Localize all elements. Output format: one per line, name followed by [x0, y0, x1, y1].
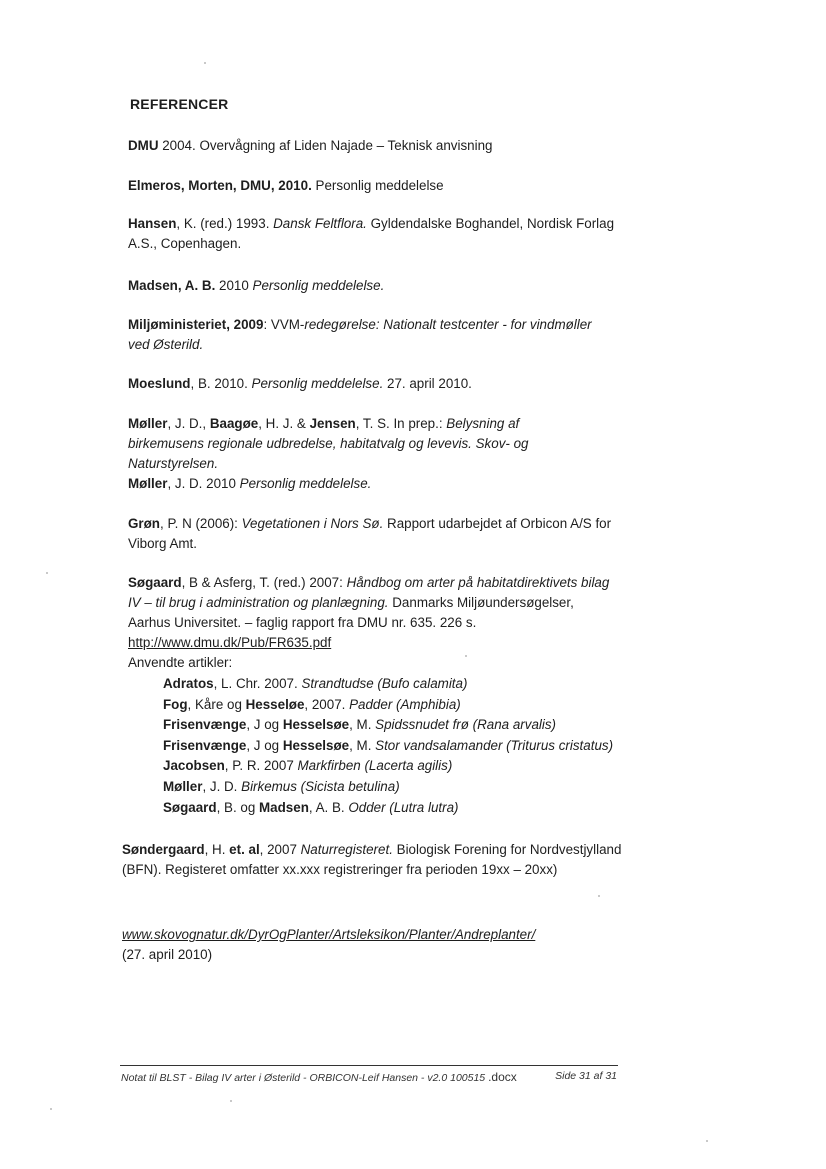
page-footer	[121, 1070, 617, 1084]
ref-text: , J. D.	[202, 778, 242, 794]
list-item	[163, 736, 633, 757]
list-item	[163, 777, 633, 798]
list-item	[163, 674, 633, 695]
ref-text: , P. N (2006):	[160, 516, 242, 531]
ref-text: , K. (red.) 1993.	[176, 216, 274, 231]
scan-speck	[465, 655, 467, 657]
page-title: REFERENCER	[130, 96, 229, 112]
ref-author: Søndergaard	[122, 842, 205, 857]
footer-document-title: Notat til BLST - Bilag IV arter i Østerild - ORBICON-Leif Hansen - v2.0 100515	[121, 1072, 489, 1084]
ref-text: , J og	[246, 737, 283, 753]
ref-author: Hansen	[128, 216, 177, 231]
reference-gron	[128, 514, 618, 554]
scan-speck	[706, 1140, 708, 1142]
reference-elmeros	[128, 176, 628, 196]
ref-title: Odder (Lutra lutra)	[348, 799, 459, 815]
ref-author: Hesselsøe	[282, 717, 350, 733]
ref-text: , B. 2010.	[190, 376, 252, 391]
ref-text: 2004. Overvågning af Liden Najade – Teknisk anvisning	[158, 138, 493, 153]
ref-author: Madsen	[259, 799, 309, 815]
ref-author: et. al	[229, 842, 260, 857]
ref-author: Søgaard	[163, 799, 217, 815]
ref-text: , J. D. 2010	[167, 476, 240, 491]
ref-title: redegørelse: Nationalt testcenter - for vindmøller ved Østerild.	[128, 317, 592, 352]
ref-text: : VVM-	[263, 317, 305, 332]
ref-title: Dansk Feltflora.	[273, 216, 367, 231]
ref-text: , B & Asferg, T. (red.) 2007:	[181, 575, 347, 590]
ref-text: , B. og	[216, 799, 260, 815]
access-date: (27. april 2010)	[122, 947, 213, 962]
ref-title: Belysning af birkemusens regionale udbredelse, habitatvalg og levevis. Skov- og Naturstyrelsen.	[128, 416, 529, 471]
ref-title: Vegetationen i Nors Sø.	[241, 516, 384, 531]
ref-author: Jensen	[309, 416, 356, 431]
ref-text: , H. J. &	[258, 416, 310, 431]
reference-hansen	[128, 214, 618, 254]
ref-text: , M.	[349, 717, 376, 733]
used-articles-list	[163, 674, 633, 818]
ref-author: Moeslund	[128, 376, 191, 391]
ref-text: 27. april 2010.	[383, 376, 472, 391]
ref-text: Danmarks Miljøundersøgelser, Aarhus Universitet. – faglig rapport fra DMU nr. 635. 226 s.	[128, 595, 574, 630]
ref-text: , P. R. 2007	[224, 758, 298, 774]
ref-text: , L. Chr. 2007.	[213, 676, 302, 691]
reference-moeslund	[128, 374, 628, 394]
list-item	[163, 798, 633, 819]
ref-author: Miljøministeriet, 2009	[128, 317, 264, 332]
reference-sogaard	[128, 573, 618, 653]
ref-author: Møller	[128, 476, 168, 491]
reference-skovognatur	[122, 925, 642, 965]
ref-text: , M.	[349, 737, 376, 753]
ref-text: , J. D.,	[167, 416, 210, 431]
ref-title: Personlig meddelelse.	[251, 376, 384, 391]
ref-author: Søgaard	[128, 575, 182, 590]
ref-text: , J og	[246, 717, 283, 733]
ref-title: Padder (Amphibia)	[349, 696, 461, 712]
ref-title: Naturregisteret.	[300, 842, 393, 857]
skovognatur-link[interactable]: www.skovognatur.dk/DyrOgPlanter/Artsleksikon/Planter/Andreplanter/	[122, 927, 536, 942]
ref-text: 2010	[215, 278, 253, 293]
ref-text: , T. S. In prep.:	[355, 416, 447, 431]
ref-title: Markfirben (Lacerta agilis)	[297, 758, 453, 774]
ref-text: Biologisk Forening for Nordvestjylland (BFN). Registeret omfatter xx.xxx registreringer fra perioden 19xx – 20xx)	[122, 842, 622, 877]
ref-title: Birkemus (Sicista betulina)	[241, 778, 400, 794]
scan-speck	[50, 1108, 52, 1110]
reference-madsen	[128, 276, 628, 296]
footer-divider	[120, 1065, 618, 1066]
footer-page-number: Side 31 af 31	[555, 1070, 617, 1082]
ref-author: Hesseløe	[245, 696, 305, 712]
ref-text: , A. B.	[308, 799, 349, 815]
scan-speck	[46, 572, 48, 574]
ref-author: Frisenvænge	[163, 737, 247, 753]
reference-moller-baagoe-jensen	[128, 414, 598, 474]
scan-speck	[204, 62, 206, 64]
ref-text: Gyldendalske Boghandel, Nordisk Forlag A.S., Copenhagen.	[128, 216, 615, 251]
scan-speck	[598, 895, 600, 897]
ref-author: Baagøe	[209, 416, 259, 431]
ref-author: Møller	[163, 778, 203, 794]
ref-author: Fog	[163, 696, 188, 712]
ref-text: , 2007	[259, 842, 301, 857]
reference-dmu	[128, 136, 628, 156]
ref-text: Rapport udarbejdet af Orbicon A/S for Viborg Amt.	[128, 516, 612, 551]
ref-title: Spidssnudet frø (Rana arvalis)	[375, 717, 557, 733]
list-item	[163, 715, 633, 736]
ref-text: , 2007.	[304, 696, 350, 712]
ref-author: Elmeros, Morten, DMU, 2010.	[128, 178, 312, 193]
ref-author: Hesselsøe	[282, 737, 350, 753]
ref-title: Strandtudse (Bufo calamita)	[301, 676, 468, 691]
list-item	[163, 695, 633, 716]
reference-moller	[128, 474, 628, 494]
ref-author: Adratos	[163, 676, 214, 691]
ref-author: Frisenvænge	[163, 717, 247, 733]
ref-author: Grøn	[128, 516, 160, 531]
list-item	[163, 756, 633, 777]
used-articles-label: Anvendte artikler:	[128, 655, 233, 670]
ref-title: Personlig meddelelse.	[239, 476, 372, 491]
ref-text: , H.	[204, 842, 230, 857]
ref-title: Stor vandsalamander (Triturus cristatus)	[375, 737, 614, 753]
reference-miljoministeriet	[128, 315, 608, 355]
ref-author: DMU	[128, 138, 159, 153]
ref-author: Jacobsen	[163, 758, 225, 774]
ref-title: Personlig meddelelse.	[252, 278, 385, 293]
footer-file-extension: .docx	[488, 1070, 517, 1084]
ref-text: , Kåre og	[187, 696, 246, 712]
ref-author: Madsen, A. B.	[128, 278, 216, 293]
reference-sondergaard	[122, 840, 622, 880]
dmu-report-link[interactable]: http://www.dmu.dk/Pub/FR635.pdf	[128, 635, 332, 650]
ref-text: Personlig meddelelse	[311, 178, 444, 193]
ref-author: Møller	[128, 416, 168, 431]
ref-title: Håndbog om arter på habitatdirektivets bilag IV – til brug i administration og planlægning.	[128, 575, 610, 610]
scan-speck	[230, 1100, 232, 1102]
